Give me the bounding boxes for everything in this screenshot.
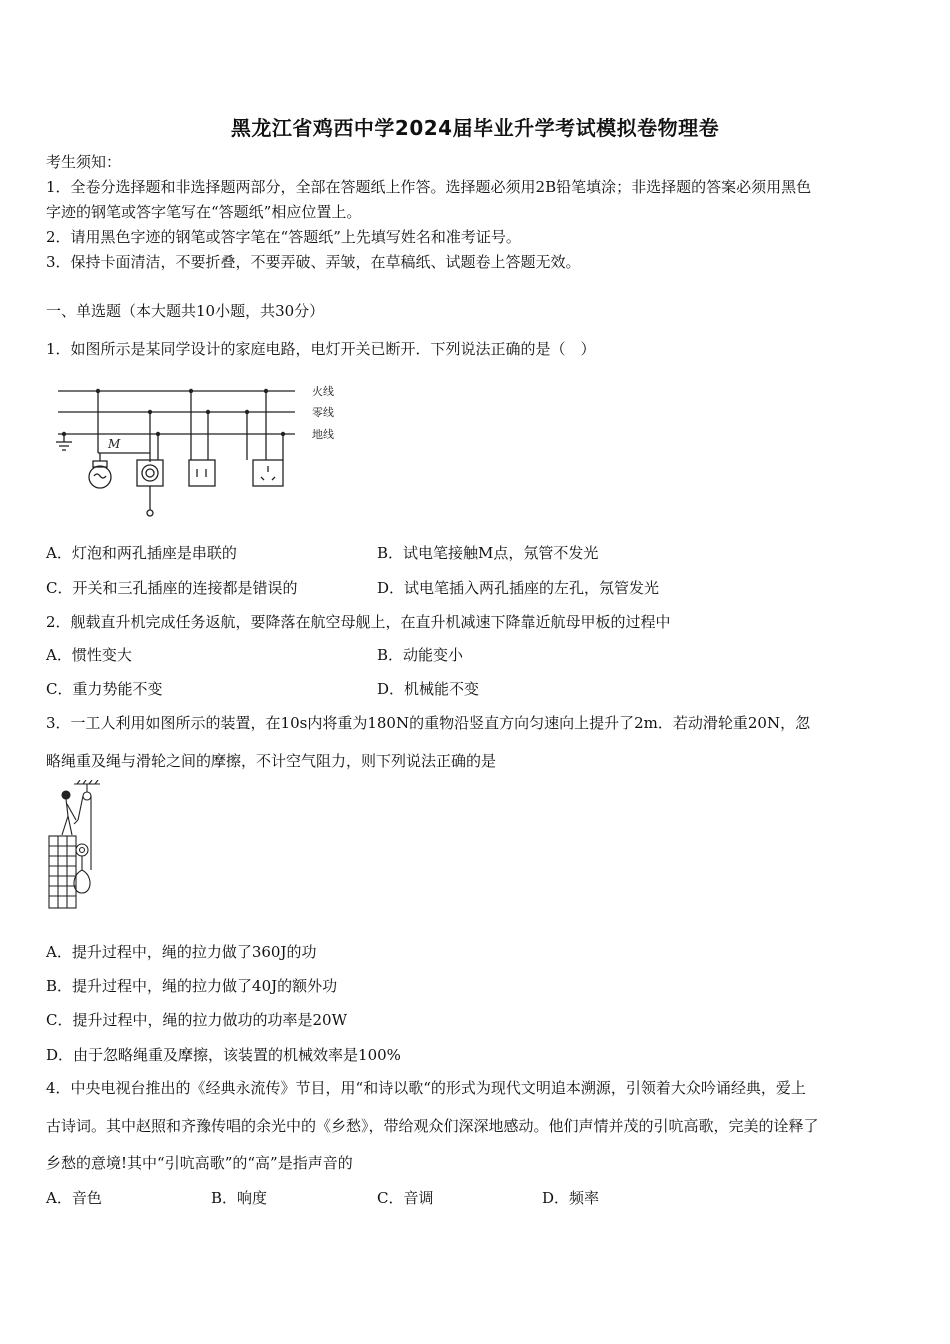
q4-option-a: A．音色: [46, 1189, 102, 1207]
q4-stem: 古诗词。其中赵照和齐豫传唱的余光中的《乡愁》，带给观众们深深地感动。他们声情并茂的引吭高歌，完美的诠释了: [46, 1117, 819, 1135]
q4-option-b: B．响度: [211, 1189, 268, 1207]
notice-item: 字迹的钢笔或答字笔写在“答题纸”相应位置上。: [46, 203, 362, 221]
q2-option-d: D．机械能不变: [377, 680, 480, 698]
q2-option-a: A．惯性变大: [46, 646, 132, 664]
label-ground-wire: 地线: [312, 428, 334, 441]
q3-stem: 3．一工人利用如图所示的装置，在10s内将重为180N的重物沿竖直方向匀速向上提升了2m．若动滑轮重20N，忽: [46, 714, 811, 732]
q2-option-b: B．动能变小: [377, 646, 464, 664]
section-heading: 一、单选题（本大题共10小题，共30分）: [46, 302, 325, 320]
notice-item: 3．保持卡面清洁，不要折叠，不要弄破、弄皱，在草稿纸、试题卷上答题无效。: [46, 253, 581, 271]
q1-option-d: D．试电笔插入两孔插座的左孔，氖管发光: [377, 579, 660, 597]
q2-option-c: C．重力势能不变: [46, 680, 163, 698]
q3-option-a: A．提升过程中，绳的拉力做了360J的功: [46, 943, 317, 961]
q3-option-c: C．提升过程中，绳的拉力做功的功率是20W: [46, 1011, 347, 1029]
q1-stem: 1．如图所示是某同学设计的家庭电路，电灯开关已断开．下列说法正确的是（ ）: [46, 340, 596, 358]
label-live-wire: 火线: [312, 385, 334, 398]
notice-item: 2．请用黑色字迹的钢笔或答字笔在“答题纸”上先填写姓名和准考证号。: [46, 228, 521, 246]
q3-option-b: B．提升过程中，绳的拉力做了40J的额外功: [46, 977, 338, 995]
notice-item: 1．全卷分选择题和非选择题两部分，全部在答题纸上作答。选择题必须用2B铅笔填涂；非选择题的答案必须用黑色: [46, 178, 812, 196]
q1-option-a: A．灯泡和两孔插座是串联的: [46, 544, 237, 562]
q4-stem: 4．中央电视台推出的《经典永流传》节目，用“和诗以歌“的形式为现代文明追本溯源，引领着大众吟诵经典，爱上: [46, 1079, 806, 1097]
q2-stem: 2．舰载直升机完成任务返航，要降落在航空母舰上，在直升机减速下降靠近航母甲板的过程中: [46, 613, 671, 631]
label-neutral-wire: 零线: [312, 406, 334, 419]
q1-circuit-diagram: [50, 380, 350, 525]
q1-option-c: C．开关和三孔插座的连接都是错误的: [46, 579, 298, 597]
q1-option-b: B．试电笔接触M点，氖管不发光: [377, 544, 599, 562]
notice-heading: 考生须知：: [46, 153, 122, 171]
q3-pulley-figure: [44, 780, 104, 912]
label-point-m: M: [108, 437, 121, 451]
q4-option-d: D．频率: [542, 1189, 600, 1207]
q4-option-c: C．音调: [377, 1189, 434, 1207]
q3-stem: 略绳重及绳与滑轮之间的摩擦，不计空气阻力，则下列说法正确的是: [46, 752, 497, 770]
q3-option-d: D．由于忽略绳重及摩擦，该装置的机械效率是100%: [46, 1046, 401, 1064]
q4-stem: 乡愁的意境!其中“引吭高歌”的“高”是指声音的: [46, 1154, 353, 1172]
page-title: 黑龙江省鸡西中学2024届毕业升学考试模拟卷物理卷: [230, 116, 720, 140]
